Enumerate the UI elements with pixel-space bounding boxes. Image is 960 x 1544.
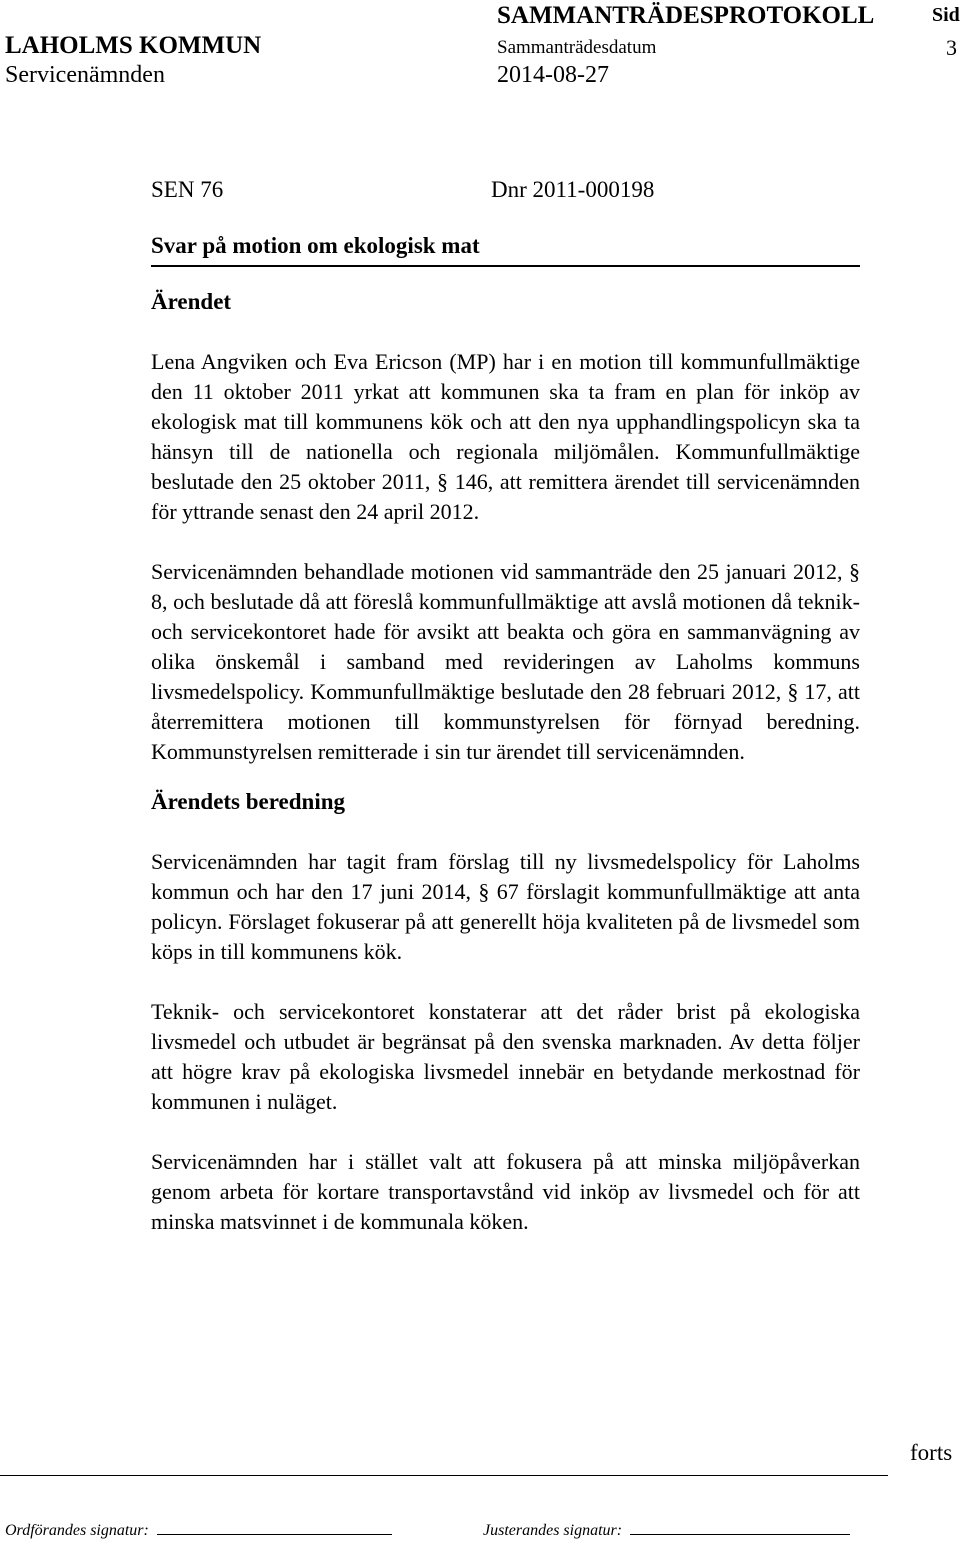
paragraph: Teknik- och servicekontoret konstaterar att det råder brist på ekologiska livsmedel och utbudet är begränsat på den svenska marknaden. Av detta följer att högre krav på ekologiska livsmedel innebär en betydande merkostnad för kommunen i nuläget.	[151, 999, 860, 1114]
meeting-date: 2014-08-27	[497, 62, 609, 88]
committee-name: Servicenämnden	[5, 62, 165, 88]
paragraph: Servicenämnden har i stället valt att fokusera på att minska miljöpåverkan genom arbeta för kortare transportavstånd vid inköp av livsmedel och för att minska matsvinnet i de kommunala köken.	[151, 1149, 860, 1234]
page-label: Sid	[932, 4, 960, 26]
section-heading: Ärendets beredning	[151, 789, 346, 814]
document-type: SAMMANTRÄDESPROTOKOLL	[497, 2, 875, 29]
chair-signature-line	[157, 1534, 392, 1535]
adjuster-signature	[483, 1522, 850, 1540]
footer-divider	[0, 1475, 888, 1476]
case-title: Svar på motion om ekologisk mat	[151, 231, 860, 267]
document-body	[151, 175, 860, 1237]
page-number: 3	[946, 35, 957, 60]
paragraph: Servicenämnden behandlade motionen vid sammanträde den 25 januari 2012, § 8, och beslutade då att föreslå kommunfullmäktige att avslå motionen då teknik- och servicekontoret hade för avsikt att beakta och göra en sammanvägning av olika önskemål i samband med revideringen av Laholms kommuns livsmedelspolicy. Kommunfullmäktige beslutade den 28 februari 2012, § 17, att återremittera motionen till kommunstyrelsen för förnyad beredning. Kommunstyrelsen remitterade i sin tur ärendet till servicenämnden.	[151, 559, 860, 764]
adjuster-signature-label: Justerandes signatur:	[483, 1522, 623, 1539]
chair-signature-label: Ordförandes signatur:	[5, 1522, 149, 1539]
paragraph: Lena Angviken och Eva Ericson (MP) har i en motion till kommunfullmäktige den 11 oktober 2011 yrkat att kommunen ska ta fram en plan för inköp av ekologisk mat till kommunens kök och att den nya upphandlingspolicyn ska ta hänsyn till de nationella och regionala miljömålen. Kommunfullmäktige beslutade den 25 oktober 2011, § 146, att remittera ärendet till servicenämnden för yttrande senast den 24 april 2012.	[151, 349, 860, 524]
registration-number: Dnr 2011-000198	[491, 177, 655, 202]
paragraph: Servicenämnden har tagit fram förslag till ny livsmedelspolicy för Laholms kommun och har den 17 juni 2014, § 67 förslagit kommunfullmäktige att anta policyn. Förslaget fokuserar på att generellt höja kvaliteten på de livsmedel som köps in till kommunens kök.	[151, 849, 860, 964]
meeting-date-label: Sammanträdesdatum	[497, 37, 657, 58]
continued-marker: forts	[910, 1440, 953, 1465]
adjuster-signature-line	[630, 1534, 850, 1535]
section-heading: Ärendet	[151, 289, 232, 314]
section-arendets-beredning	[151, 787, 860, 1237]
section-arendet	[151, 287, 860, 767]
chair-signature	[5, 1522, 392, 1540]
organization-name: LAHOLMS KOMMUN	[5, 32, 262, 59]
case-reference	[151, 175, 860, 205]
case-number: SEN 76	[151, 177, 224, 202]
